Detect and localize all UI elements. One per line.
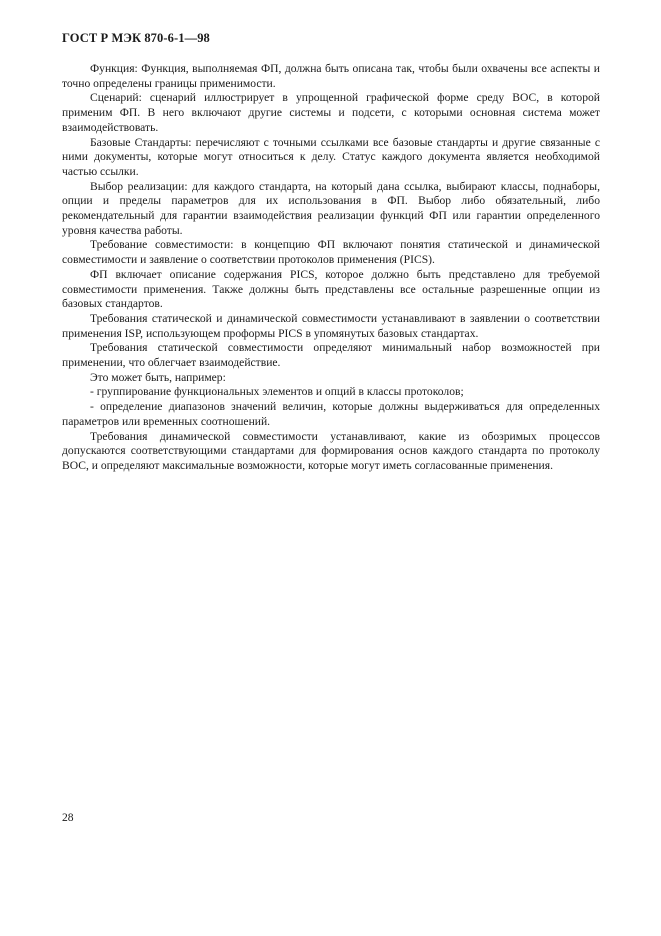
- paragraph-static-dynamic-requirements: Требования статической и динамической совместимости устанавливают в заявлении о соответствии применения ISP, использующем проформы PICS в упомянутых базовых стандартах.: [62, 311, 600, 340]
- paragraph-compatibility-requirement: Требование совместимости: в концепцию ФП включают понятия статической и динамической совместимости и заявление о соответствии протоколов применения (PICS).: [62, 238, 600, 267]
- paragraph-dynamic-compatibility: Требования динамической совместимости устанавливают, какие из обозримых процессов допускаются соответствующими стандартами для формирования основ каждого стандарта по протоколу ВОС, и определяют максимальные возможности, которые могут иметь согласованные применения.: [62, 429, 600, 472]
- paragraph-example-intro: Это может быть, например:: [90, 370, 226, 384]
- paragraph-static-compatibility: Требования статической совместимости определяют минимальный набор возможностей при применении, что облегчает взаимодействие.: [62, 341, 600, 370]
- paragraph-scenario: Сценарий: сценарий иллюстрирует в упрощенной графической форме среду ВОС, в которой применим ФП. В него включают другие системы и подсети, с которыми основная система может взаимодействовать.: [62, 91, 600, 134]
- document-header: ГОСТ Р МЭК 870-6-1—98: [62, 31, 210, 45]
- paragraph-function: Функция: Функция, выполняемая ФП, должна быть описана так, чтобы были охвачены все аспекты и точно определены границы применимости.: [62, 62, 600, 90]
- list-item-ranges: - определение диапазонов значений величин, которые должны выдерживаться для определенных параметров или временных соотношений.: [62, 400, 600, 428]
- list-item-grouping: - группирование функциональных элементов и опций в классы протоколов;: [90, 385, 464, 399]
- document-body: [62, 62, 600, 474]
- page-number: 28: [62, 811, 74, 824]
- paragraph-pics-description: ФП включает описание содержания PICS, которое должно быть представлено для требуемой совместимости применения. Также должны быть представлены все остальные разрешенные опции из базовых стандартов.: [62, 267, 600, 311]
- paragraph-base-standards: Базовые Стандарты: перечисляют с точными ссылками все базовые стандарты и другие связанные с ними документы, которые могут относиться к делу. Статус каждого документа является необходимой частью ссылки.: [62, 135, 600, 178]
- paragraph-implementation-choice: Выбор реализации: для каждого стандарта, на который дана ссылка, выбирают классы, поднаборы, опции и пределы параметров для их использования в ФП. Выбор либо обязательный, либо рекомендательный для гарантии взаимодействия реализации функций ФП или гарантии определенного уровня качества работы.: [62, 179, 600, 237]
